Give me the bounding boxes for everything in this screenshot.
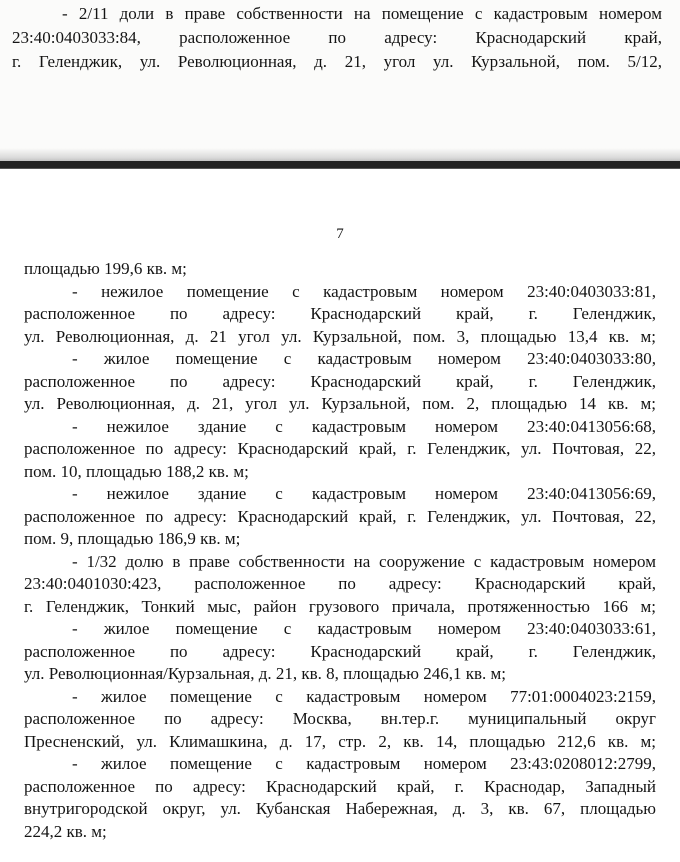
list-item-line: - жилое помещение с кадастровым номером 77:01:0004023:2159, xyxy=(72,686,656,706)
list-item-line: пом. 10, площадью 188,2 кв. м; xyxy=(24,461,249,481)
list-item-line: расположенное по адресу: Краснодарский край, г. Геленджик, ул. Почтовая, 22, xyxy=(24,439,656,458)
list-item-line: - нежилое здание с кадастровым номером 23:40:0413056:69, xyxy=(72,484,656,503)
list-item-line: - жилое помещение с кадастровым номером 23:40:0403033:61, xyxy=(72,619,656,638)
text-line: площадью 199,6 кв. м; xyxy=(24,259,187,278)
list-item-line: - жилое помещение с кадастровым номером 23:43:0208012:2799, xyxy=(72,754,656,773)
page-edge-divider xyxy=(0,161,680,169)
text-line: г. Геленджик, ул. Революционная, д. 21, угол ул. Курзальной, пом. 5/12, xyxy=(12,52,662,71)
document-body xyxy=(24,258,656,843)
list-item-line: расположенное по адресу: Краснодарский край, г. Геленджик, xyxy=(24,641,656,661)
list-item-line: ул. Революционная/Курзальная, д. 21, кв. 8, площадью 246,1 кв. м; xyxy=(24,664,507,683)
list-item-line: - 1/32 долю в праве собственности на сооружение с кадастровым номером xyxy=(72,551,656,571)
page-number: 7 xyxy=(336,226,344,242)
top-paragraph xyxy=(12,2,662,74)
list-item-line: - нежилое здание с кадастровым номером 23:40:0413056:68, xyxy=(72,416,656,436)
list-item-line: расположенное по адресу: Краснодарский край, г. Геленджик, xyxy=(24,371,656,391)
list-item-line: ул. Революционная, д. 21, угол ул. Курзальной, пом. 2, площадью 14 кв. м; xyxy=(24,394,656,413)
text-line: - 2/11 доли в праве собственности на помещение с кадастровым номером xyxy=(62,4,662,23)
list-item-line: расположенное по адресу: Краснодарский край, г. Геленджик, xyxy=(24,304,656,323)
previous-page-fragment xyxy=(0,0,680,160)
list-item-line: ул. Революционная, д. 21 угол ул. Курзальной, пом. 3, площадью 13,4 кв. м; xyxy=(24,326,656,346)
list-item-line: расположенное по адресу: Москва, вн.тер.г. муниципальный округ xyxy=(24,709,656,728)
list-item-line: внутригородской округ, ул. Кубанская Набережная, д. 3, кв. 67, площадью xyxy=(24,799,656,818)
list-item-line: г. Геленджик, Тонкий мыс, район грузового причала, протяженностью 166 м; xyxy=(24,596,656,616)
text-line: 23:40:0403033:84, расположенное по адресу: Краснодарский край, xyxy=(12,28,662,47)
list-item-line: расположенное по адресу: Краснодарский край, г. Геленджик, ул. Почтовая, 22, xyxy=(24,506,656,526)
list-item-line: Пресненский, ул. Климашкина, д. 17, стр. 2, кв. 14, площадью 212,6 кв. м; xyxy=(24,731,656,751)
list-item-line: пом. 9, площадью 186,9 кв. м; xyxy=(24,529,241,548)
list-item-line: - жилое помещение с кадастровым номером 23:40:0403033:80, xyxy=(72,349,656,368)
list-item-line: расположенное по адресу: Краснодарский край, г. Краснодар, Западный xyxy=(24,776,656,796)
list-item-line: 23:40:0401030:423, расположенное по адресу: Краснодарский край, xyxy=(24,574,656,593)
list-item-line: - нежилое помещение с кадастровым номером 23:40:0403033:81, xyxy=(72,281,656,301)
list-item-line: 224,2 кв. м; xyxy=(24,821,107,841)
